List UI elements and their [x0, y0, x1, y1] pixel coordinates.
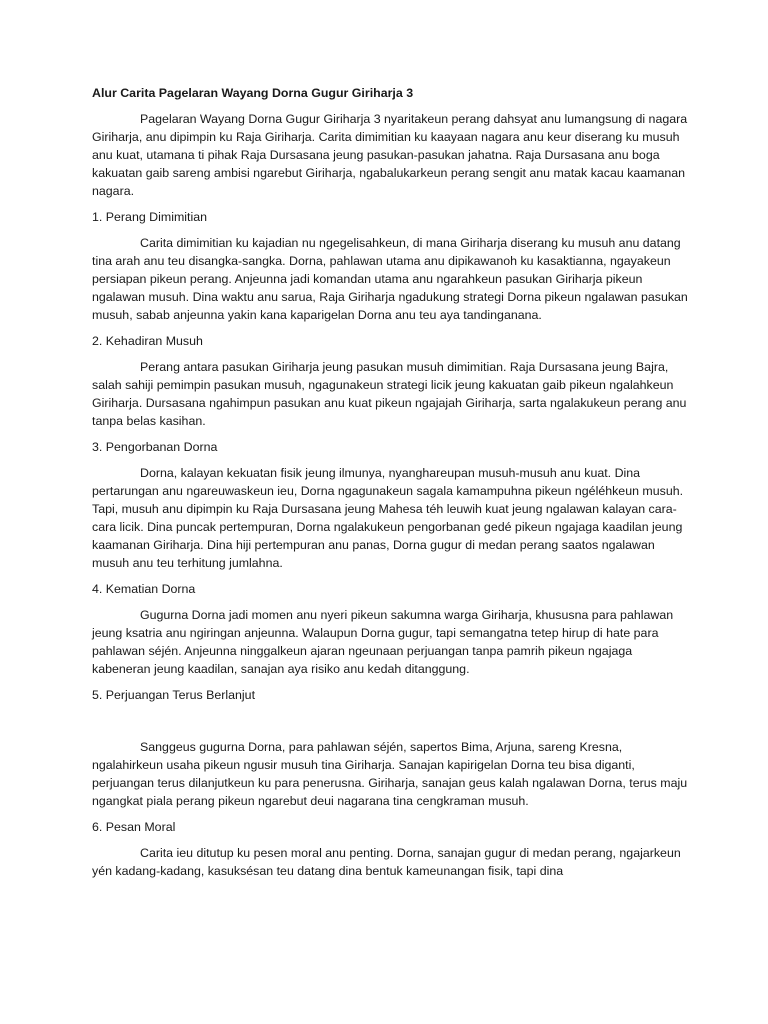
intro-paragraph: Pagelaran Wayang Dorna Gugur Giriharja 3 nyaritakeun perang dahsyat anu lumangsung di nagara Giriharja, anu dipimpin ku Raja Giriharja. Carita dimimitian ku kaayaan nagara anu keur diserang ku musuh anu kuat, utamana ti pihak Raja Dursasana jeung pasukan-pasukan jahatna. Raja Dursasana anu boga kakuatan gaib sareng ambisi ngarebut Giriharja, ngabalukarkeun perang sengit anu matak kacau kaamanan nagara. — [92, 112, 688, 198]
blank-line — [92, 712, 692, 738]
section-paragraph-1: Carita dimimitian ku kajadian nu ngegelisahkeun, di mana Giriharja diserang ku musuh anu datang tina arah anu teu disangka-sangka. Dorna, pahlawan utama anu dipikawanoh ku kasaktianna, ngayakeun persiapan pikeun perang. Anjeunna jadi komandan utama anu ngarahkeun pasukan Giriharja pikeun ngalawan musuh. Dina waktu anu sarua, Raja Giriharja ngadukung strategi Dorna pikeun ngalawan pasukan musuh, sabab anjeunna yakin kana kaparigelan Dorna anu teu aya tandinganana. — [92, 236, 688, 322]
section-paragraph-2: Perang antara pasukan Giriharja jeung pasukan musuh dimimitian. Raja Dursasana jeung Bajra, salah sahiji pemimpin pasukan musuh, ngagunakeun strategi licik jeung kakuatan gaib pikeun ngalahkeun Giriharja. Dursasana ngahimpun pasukan anu kuat pikeun ngajajah Giriharja, sarta ngalakukeun perang anu tanpa belas kasihan. — [92, 360, 687, 428]
document-page — [92, 84, 692, 888]
document-title: Alur Carita Pagelaran Wayang Dorna Gugur Giriharja 3 — [92, 86, 414, 100]
section-heading-2: 2. Kehadiran Musuh — [92, 334, 203, 348]
section-paragraph-5: Sanggeus gugurna Dorna, para pahlawan séjén, sapertos Bima, Arjuna, sareng Kresna, ngalahirkeun usaha pikeun ngusir musuh tina Giriharja. Sanajan kapirigelan Dorna teu bisa diganti, perjuangan terus dilanjutkeun ku para penerusna. Giriharja, sanajan geus kalah ngalawan Dorna, terus maju ngangkat piala perang pikeun ngarebut deui nagarana tina cengkraman musuh. — [92, 740, 688, 808]
section-heading-3: 3. Pengorbanan Dorna — [92, 440, 218, 454]
section-heading-5: 5. Perjuangan Terus Berlanjut — [92, 688, 256, 702]
section-heading-4: 4. Kematian Dorna — [92, 582, 196, 596]
section-paragraph-4: Gugurna Dorna jadi momen anu nyeri pikeun sakumna warga Giriharja, khususna para pahlawan jeung ksatria anu ngiringan anjeunna. Walaupun Dorna gugur, tapi semangatna tetep hirup di hate para pahlawan séjén. Anjeunna ninggalkeun ajaran ngeunaan perjuangan tanpa pamrih pikeun ngajaga kabeneran jeung kaadilan, sanajan aya risiko anu kedah ditanggung. — [92, 608, 674, 676]
section-paragraph-6: Carita ieu ditutup ku pesen moral anu penting. Dorna, sanajan gugur di medan perang, ngajarkeun yén kadang-kadang, kasuksésan teu datang dina bentuk kameunangan fisik, tapi dina — [92, 846, 681, 878]
section-heading-1: 1. Perang Dimimitian — [92, 210, 208, 224]
section-heading-6: 6. Pesan Moral — [92, 820, 176, 834]
section-paragraph-3: Dorna, kalayan kekuatan fisik jeung ilmunya, nyanghareupan musuh-musuh anu kuat. Dina pertarungan anu ngareuwaskeun ieu, Dorna ngagunakeun sagala kamampuhna pikeun ngéléhkeun musuh. Tapi, musuh anu dipimpin ku Raja Dursasana jeung Mahesa téh leuwih kuat jeung ngalawan kalayan cara-cara licik. Dina puncak pertempuran, Dorna ngalakukeun pengorbanan gedé pikeun ngajaga kaadilan jeung kaamanan Giriharja. Dina hiji pertempuran anu panas, Dorna gugur di medan perang saatos ngalawan musuh anu teu terhitung jumlahna. — [92, 466, 684, 570]
